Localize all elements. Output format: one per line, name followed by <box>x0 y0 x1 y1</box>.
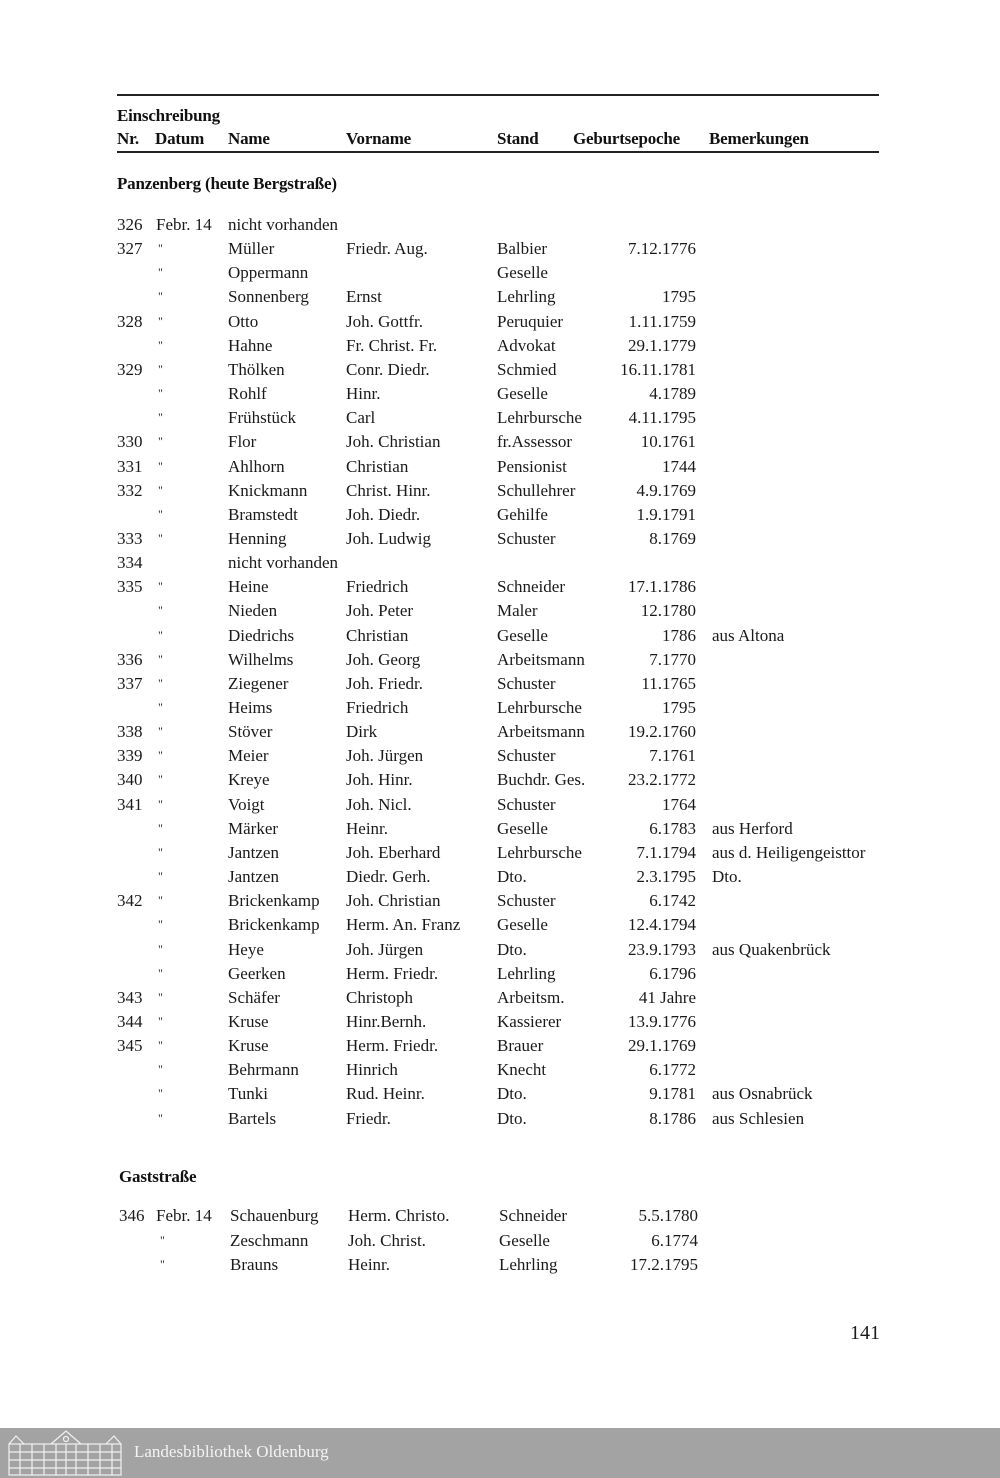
ditto-mark: " <box>158 965 163 980</box>
table-row <box>0 384 1000 408</box>
cell-nr: 344 <box>117 1011 143 1031</box>
cell-stand: Geselle <box>497 263 548 283</box>
cell-vorname: Fr. Christ. Fr. <box>346 335 438 355</box>
cell-nr: 326 <box>117 215 143 234</box>
ditto-mark: " <box>158 1086 163 1101</box>
table-row <box>0 287 1000 311</box>
ditto-mark: " <box>158 337 163 352</box>
cell-vorname: Carl <box>346 408 376 428</box>
table-row <box>0 360 1000 384</box>
ditto-mark: " <box>158 361 163 376</box>
cell-geburtsepoche: 4.1789 <box>649 384 696 404</box>
cell-name: Brauns <box>230 1255 279 1274</box>
col-header-name: Name <box>228 129 270 148</box>
table-row <box>0 529 1000 553</box>
ditto-mark: " <box>158 844 163 859</box>
ditto-mark: " <box>158 458 163 473</box>
cell-nr: 345 <box>117 1036 143 1056</box>
cell-stand: Balbier <box>497 239 548 259</box>
cell-nr: 341 <box>117 794 143 814</box>
footer-bar <box>0 1428 1000 1478</box>
cell-geburtsepoche: 11.1765 <box>641 673 696 693</box>
cell-name: Frühstück <box>228 408 296 428</box>
cell-nr: 330 <box>117 432 143 452</box>
ditto-mark: " <box>158 700 163 714</box>
cell-nr: 333 <box>117 528 143 548</box>
cell-name: Henning <box>228 528 287 548</box>
ditto-mark: " <box>158 796 163 811</box>
table-row <box>0 457 1000 481</box>
ditto-mark: " <box>158 893 163 908</box>
cell-name: Wilhelms <box>228 649 294 669</box>
cell-geburtsepoche: 10.1761 <box>640 432 696 452</box>
cell-name: Jantzen <box>228 867 279 887</box>
cell-stand: Schuster <box>497 746 556 766</box>
cell-vorname: Herm. Friedr. <box>346 963 439 983</box>
cell-name: Schäfer <box>228 987 280 1007</box>
col-header-stand: Stand <box>497 129 539 148</box>
cell-stand: Brauer <box>497 1036 544 1056</box>
cell-nr: 327 <box>117 239 143 259</box>
cell-geburtsepoche: 5.5.1780 <box>638 1206 698 1225</box>
ditto-mark: " <box>158 651 163 666</box>
ditto-mark: " <box>158 603 163 618</box>
cell-name: Ziegener <box>228 673 289 693</box>
cell-geburtsepoche: 6.1774 <box>651 1230 698 1250</box>
cell-vorname: Friedrich <box>346 577 409 597</box>
cell-geburtsepoche: 17.1.1786 <box>628 577 696 597</box>
cell-geburtsepoche: 7.12.1776 <box>628 239 696 259</box>
cell-name: Thölken <box>228 359 285 379</box>
ditto-mark: " <box>158 772 163 787</box>
cell-bemerkungen: aus Quakenbrück <box>712 939 831 959</box>
table-row <box>0 312 1000 336</box>
cell-name: Bramstedt <box>228 504 298 524</box>
ditto-mark: " <box>160 1232 165 1247</box>
cell-name: Sonnenberg <box>228 287 309 307</box>
ditto-mark: " <box>158 1110 163 1125</box>
cell-name: Stöver <box>228 722 273 742</box>
table-row <box>0 867 1000 891</box>
cell-vorname: Friedrich <box>346 698 409 717</box>
cell-name: Schauenburg <box>230 1206 319 1225</box>
cell-stand: Maler <box>497 601 538 621</box>
cell-stand: Pensionist <box>497 456 567 476</box>
cell-vorname: Herm. Friedr. <box>346 1036 439 1056</box>
table-row <box>0 964 1000 988</box>
cell-vorname: Christian <box>346 456 409 476</box>
cell-vorname: Joh. Christ. <box>348 1230 426 1250</box>
cell-geburtsepoche: 17.2.1795 <box>630 1255 698 1274</box>
cell-nr: 332 <box>117 480 143 500</box>
cell-name: Jantzen <box>228 842 279 862</box>
table-row <box>0 795 1000 819</box>
cell-vorname: Herm. Christo. <box>348 1206 450 1225</box>
cell-vorname: Heinr. <box>346 818 389 838</box>
table-row <box>0 940 1000 964</box>
col-header-vorname: Vorname <box>346 129 412 148</box>
cell-vorname: Joh. Jürgen <box>346 746 424 766</box>
ditto-mark: " <box>158 917 163 932</box>
cell-name: Voigt <box>228 794 265 814</box>
cell-name: Kruse <box>228 1036 269 1056</box>
cell-stand: Schuster <box>497 673 556 693</box>
table-row <box>0 650 1000 674</box>
ditto-mark: " <box>158 579 163 594</box>
table-row <box>0 1109 1000 1133</box>
table-row <box>0 746 1000 770</box>
cell-vorname: Hinrich <box>346 1060 398 1080</box>
cell-geburtsepoche: 23.2.1772 <box>628 770 696 790</box>
cell-geburtsepoche: 29.1.1779 <box>628 335 696 355</box>
cell-vorname: Joh. Christian <box>346 432 441 452</box>
cell-stand: Advokat <box>497 335 556 355</box>
ditto-mark: " <box>158 989 163 1004</box>
cell-stand: Peruquier <box>497 311 564 331</box>
page-number: 141 <box>850 1322 880 1344</box>
cell-stand: Schullehrer <box>497 480 576 500</box>
cell-vorname: Joh. Christian <box>346 891 441 911</box>
cell-stand: Dto. <box>497 1084 527 1104</box>
cell-geburtsepoche: 1764 <box>662 794 696 814</box>
table-row <box>0 505 1000 529</box>
col-header-geburtsepoche: Geburtsepoche <box>573 129 680 148</box>
library-building-icon <box>6 1430 124 1476</box>
cell-vorname: Joh. Peter <box>346 601 414 621</box>
cell-vorname: Joh. Nicl. <box>346 794 412 814</box>
cell-geburtsepoche: 6.1742 <box>649 891 696 911</box>
cell-name: Ahlhorn <box>228 456 285 476</box>
cell-stand: Schneider <box>497 577 565 597</box>
ditto-mark: " <box>160 1257 165 1271</box>
table-row <box>0 698 1000 722</box>
cell-vorname: Joh. Jürgen <box>346 939 424 959</box>
cell-vorname: Joh. Friedr. <box>346 673 423 693</box>
cell-name: Behrmann <box>228 1060 299 1080</box>
cell-nr: 335 <box>117 577 143 597</box>
ditto-mark: " <box>158 869 163 884</box>
top-rule <box>117 94 879 96</box>
cell-name: Geerken <box>228 963 286 983</box>
cell-stand: Lehrling <box>497 963 556 983</box>
cell-geburtsepoche: 8.1786 <box>649 1108 696 1128</box>
cell-name: Nieden <box>228 601 278 621</box>
cell-name: Heye <box>228 939 264 959</box>
cell-name: Bartels <box>228 1108 277 1128</box>
cell-name: Rohlf <box>228 384 267 404</box>
cell-vorname: Christian <box>346 625 409 645</box>
cell-name: Flor <box>228 432 257 452</box>
table-row <box>0 674 1000 698</box>
table-row <box>0 722 1000 746</box>
cell-geburtsepoche: 29.1.1769 <box>628 1036 696 1056</box>
cell-name: Brickenkamp <box>228 891 320 911</box>
cell-vorname: Conr. Diedr. <box>346 359 430 379</box>
header-group-label: Einschreibung <box>117 106 220 125</box>
cell-bemerkungen: Dto. <box>712 867 742 887</box>
cell-name: Kruse <box>228 1011 269 1031</box>
cell-geburtsepoche: 1.9.1791 <box>636 504 696 524</box>
cell-vorname: Joh. Georg <box>346 649 421 669</box>
cell-name: Otto <box>228 311 259 331</box>
cell-geburtsepoche: 4.11.1795 <box>628 408 696 428</box>
cell-bemerkungen: aus Osnabrück <box>712 1084 813 1104</box>
cell-stand: Geselle <box>497 915 548 935</box>
cell-name: Kreye <box>228 770 270 790</box>
cell-stand: Buchdr. Ges. <box>497 770 586 790</box>
cell-name: Tunki <box>228 1084 269 1104</box>
cell-stand: Lehrbursche <box>497 408 582 428</box>
cell-name: Knickmann <box>228 480 308 500</box>
cell-vorname: Christ. Hinr. <box>346 480 431 500</box>
cell-stand: Dto. <box>497 1108 527 1128</box>
ditto-mark: " <box>158 941 163 956</box>
cell-stand: Dto. <box>497 939 527 959</box>
cell-geburtsepoche: 19.2.1760 <box>628 722 696 742</box>
table-row <box>0 263 1000 287</box>
cell-vorname: Hinr. <box>346 384 381 404</box>
table-row <box>0 770 1000 794</box>
cell-vorname: Joh. Diedr. <box>346 504 421 524</box>
cell-stand: fr.Assessor <box>497 432 573 452</box>
cell-name: Brickenkamp <box>228 915 320 935</box>
col-header-nr: Nr. <box>117 129 139 148</box>
cell-geburtsepoche: 1.11.1759 <box>628 311 696 331</box>
cell-stand: Arbeitsm. <box>497 987 565 1007</box>
cell-stand: Dto. <box>497 867 527 887</box>
cell-geburtsepoche: 12.4.1794 <box>628 915 696 935</box>
cell-nr: 346 <box>119 1206 145 1225</box>
table-row <box>0 215 1000 239</box>
cell-geburtsepoche: 12.1780 <box>640 601 696 621</box>
ditto-mark: " <box>158 434 163 449</box>
cell-vorname: Rud. Heinr. <box>346 1084 425 1104</box>
cell-vorname: Joh. Ludwig <box>346 528 431 548</box>
cell-nr: 337 <box>117 673 143 693</box>
cell-geburtsepoche: 2.3.1795 <box>636 867 696 887</box>
cell-name: Meier <box>228 746 269 766</box>
cell-geburtsepoche: 41 Jahre <box>638 987 696 1007</box>
cell-datum: Febr. 14 <box>156 215 212 234</box>
cell-nr: 334 <box>117 553 143 573</box>
cell-stand: Lehrbursche <box>497 842 582 862</box>
cell-name: Heims <box>228 698 273 717</box>
cell-vorname: Heinr. <box>348 1255 391 1274</box>
cell-stand: Arbeitsmann <box>497 649 585 669</box>
table-row <box>0 626 1000 650</box>
cell-stand: Schmied <box>497 359 557 379</box>
cell-geburtsepoche: 23.9.1793 <box>628 939 696 959</box>
table-row <box>0 843 1000 867</box>
col-header-datum: Datum <box>155 129 205 148</box>
cell-name: Märker <box>228 818 279 838</box>
section-title-panzenberg: Panzenberg (heute Bergstraße) <box>117 174 337 193</box>
table-row <box>0 1206 1000 1230</box>
cell-geburtsepoche: 7.1770 <box>649 649 696 669</box>
cell-name: Zeschmann <box>230 1230 309 1250</box>
cell-geburtsepoche: 1795 <box>662 287 696 307</box>
section-title-gaststrasse: Gaststraße <box>119 1167 197 1186</box>
cell-vorname: Friedr. Aug. <box>346 239 428 259</box>
cell-name: Hahne <box>228 335 273 355</box>
cell-stand: Kassierer <box>497 1011 562 1031</box>
cell-nr: 343 <box>117 987 143 1007</box>
library-name: Landesbibliothek Oldenburg <box>134 1442 329 1461</box>
cell-bemerkungen: aus Schlesien <box>712 1108 805 1128</box>
table-row <box>0 432 1000 456</box>
table-row <box>0 1231 1000 1255</box>
table-row <box>0 1060 1000 1084</box>
ditto-mark: " <box>158 386 163 401</box>
cell-stand: Geselle <box>497 384 548 404</box>
ditto-mark: " <box>158 820 163 835</box>
ditto-mark: " <box>158 724 163 739</box>
cell-name: nicht vorhanden <box>228 215 338 234</box>
cell-name: nicht vorhanden <box>228 553 338 573</box>
cell-vorname: Joh. Eberhard <box>346 842 441 862</box>
cell-nr: 331 <box>117 456 143 476</box>
table-row <box>0 1012 1000 1036</box>
table-row <box>0 577 1000 601</box>
ditto-mark: " <box>158 1038 163 1053</box>
cell-stand: Schuster <box>497 891 556 911</box>
ditto-mark: " <box>158 313 163 328</box>
cell-name: Müller <box>228 239 275 259</box>
cell-geburtsepoche: 1744 <box>662 456 696 476</box>
ditto-mark: " <box>158 482 163 497</box>
cell-vorname: Herm. An. Franz <box>346 915 461 935</box>
ditto-mark: " <box>158 506 163 521</box>
cell-geburtsepoche: 13.9.1776 <box>628 1011 696 1031</box>
ditto-mark: " <box>158 241 163 256</box>
table-row <box>0 601 1000 625</box>
cell-name: Heine <box>228 577 269 597</box>
table-row <box>0 336 1000 360</box>
cell-stand: Schuster <box>497 528 556 548</box>
ditto-mark: " <box>158 410 163 425</box>
cell-nr: 339 <box>117 746 143 766</box>
cell-vorname: Ernst <box>346 287 382 307</box>
cell-nr: 342 <box>117 891 143 911</box>
header-rule <box>117 151 879 153</box>
table-row <box>0 553 1000 577</box>
cell-stand: Geselle <box>497 625 548 645</box>
cell-geburtsepoche: 6.1796 <box>649 963 696 983</box>
ditto-mark: " <box>158 289 163 304</box>
table-row <box>0 1255 1000 1279</box>
col-header-bemerkungen: Bemerkungen <box>709 129 809 148</box>
cell-geburtsepoche: 1795 <box>662 698 696 717</box>
cell-vorname: Diedr. Gerh. <box>346 867 431 887</box>
ditto-mark: " <box>158 1062 163 1077</box>
cell-vorname: Dirk <box>346 722 378 742</box>
table-row <box>0 408 1000 432</box>
cell-vorname: Joh. Hinr. <box>346 770 413 790</box>
cell-stand: Arbeitsmann <box>497 722 585 742</box>
cell-name: Diedrichs <box>228 625 295 645</box>
cell-stand: Geselle <box>499 1230 550 1250</box>
cell-bemerkungen: aus d. Heiligengeisttor <box>712 842 866 862</box>
table-row <box>0 819 1000 843</box>
table-row <box>0 239 1000 263</box>
cell-nr: 328 <box>117 311 143 331</box>
cell-stand: Gehilfe <box>497 504 548 524</box>
table-row <box>0 891 1000 915</box>
cell-bemerkungen: aus Altona <box>712 625 785 645</box>
cell-nr: 329 <box>117 359 143 379</box>
table-row <box>0 1084 1000 1108</box>
cell-geburtsepoche: 8.1769 <box>649 528 696 548</box>
cell-stand: Lehrling <box>499 1255 558 1274</box>
cell-datum: Febr. 14 <box>156 1206 212 1225</box>
cell-stand: Lehrling <box>497 287 556 307</box>
cell-stand: Lehrbursche <box>497 698 582 717</box>
cell-nr: 338 <box>117 722 143 742</box>
cell-geburtsepoche: 7.1.1794 <box>636 842 696 862</box>
table-row <box>0 915 1000 939</box>
ditto-mark: " <box>158 675 163 690</box>
cell-name: Oppermann <box>228 263 309 283</box>
ditto-mark: " <box>158 627 163 642</box>
cell-geburtsepoche: 4.9.1769 <box>636 480 696 500</box>
cell-stand: Schneider <box>499 1206 567 1225</box>
table-row <box>0 481 1000 505</box>
table-row <box>0 1036 1000 1060</box>
cell-geburtsepoche: 6.1783 <box>649 818 696 838</box>
cell-geburtsepoche: 1786 <box>662 625 696 645</box>
ditto-mark: " <box>158 748 163 763</box>
table-row <box>0 988 1000 1012</box>
ditto-mark: " <box>158 530 163 545</box>
cell-nr: 340 <box>117 770 143 790</box>
cell-bemerkungen: aus Herford <box>712 818 793 838</box>
cell-geburtsepoche: 7.1761 <box>649 746 696 766</box>
ditto-mark: " <box>158 265 163 280</box>
cell-vorname: Joh. Gottfr. <box>346 311 423 331</box>
cell-vorname: Christoph <box>346 987 414 1007</box>
ditto-mark: " <box>158 1013 163 1028</box>
cell-vorname: Friedr. <box>346 1108 391 1128</box>
cell-geburtsepoche: 6.1772 <box>649 1060 696 1080</box>
cell-stand: Schuster <box>497 794 556 814</box>
cell-geburtsepoche: 16.11.1781 <box>620 359 696 379</box>
cell-nr: 336 <box>117 649 143 669</box>
cell-stand: Geselle <box>497 818 548 838</box>
cell-stand: Knecht <box>497 1060 547 1080</box>
cell-geburtsepoche: 9.1781 <box>649 1084 696 1104</box>
cell-vorname: Hinr.Bernh. <box>346 1011 427 1031</box>
